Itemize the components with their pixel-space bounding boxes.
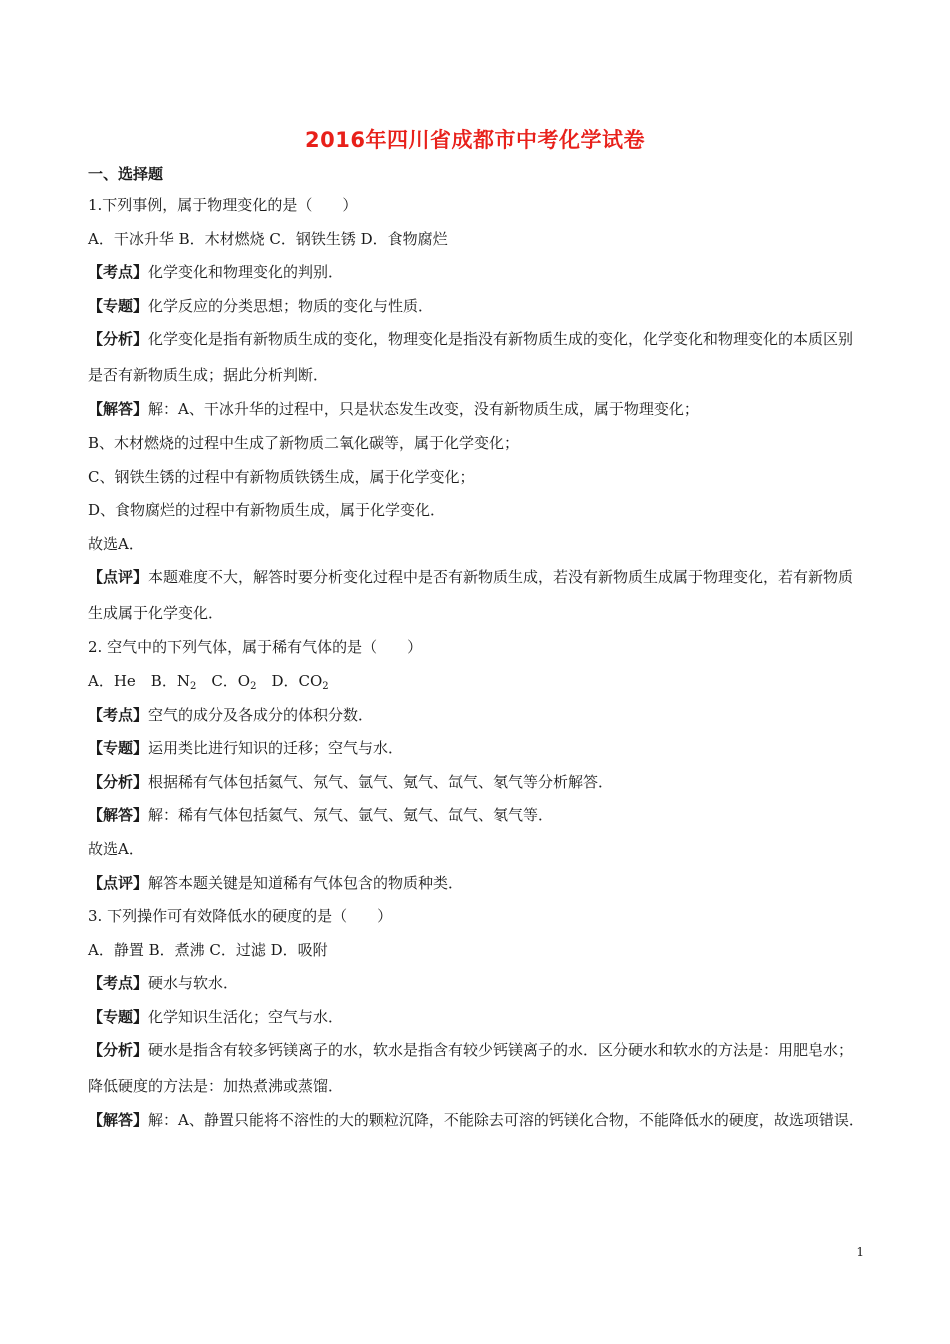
jieda-text: 解：A、静置只能将不溶性的大的颗粒沉降，不能除去可溶的钙镁化合物，不能降低水的硬度，故选项错误． — [148, 1111, 864, 1130]
kaodian-text: 空气的成分及各成分的体积分数． — [148, 705, 374, 724]
q1-fenxi — [88, 321, 864, 393]
kaodian-tag: 【考点】 — [88, 974, 149, 993]
q1-jieda — [88, 398, 864, 420]
fenxi-tag: 【分析】 — [88, 1041, 149, 1060]
q2-opt-b-sub: 2 — [189, 680, 197, 692]
q1-kaodian — [88, 261, 864, 283]
q3-zhuanti — [88, 1006, 864, 1028]
zhuanti-text: 化学知识生活化；空气与水． — [148, 1007, 344, 1026]
q3-fenxi — [88, 1032, 864, 1104]
q2-jieda — [88, 804, 864, 826]
fenxi-text: 根据稀有气体包括氦气、氖气、氩气、氪气、氙气、氡气等分析解答． — [148, 772, 614, 791]
fenxi-text: 化学变化是指有新物质生成的变化，物理变化是指没有新物质生成的变化，化学变化和物理变化的本质区别是否有新物质生成；据此分析判断． — [88, 330, 854, 385]
zhuanti-tag: 【专题】 — [88, 296, 149, 315]
q2-fenxi — [88, 771, 864, 793]
q1-stem: 1.下列事例，属于物理变化的是（ ） — [88, 196, 358, 214]
q1-jieda-b: B、木材燃烧的过程中生成了新物质二氧化碳等，属于化学变化； — [88, 433, 520, 452]
q2-stem: 2. 空气中的下列气体，属于稀有气体的是（ ） — [88, 638, 423, 657]
q3-jieda — [88, 1102, 864, 1138]
q3-options: A．静置 B．煮沸 C．过滤 D．吸附 — [88, 940, 328, 959]
zhuanti-text: 化学反应的分类思想；物质的变化与性质． — [148, 296, 434, 315]
q3-stem: 3. 下列操作可有效降低水的硬度的是（ ） — [88, 907, 393, 926]
q2-opt-a: A．He B．N — [88, 671, 190, 690]
q2-dianping — [88, 872, 864, 894]
q2-opt-c: C．O — [196, 671, 251, 690]
q1-jieda-d: D、食物腐烂的过程中有新物质生成，属于化学变化． — [88, 501, 446, 520]
fenxi-tag: 【分析】 — [88, 330, 149, 349]
dianping-text: 本题难度不大，解答时要分析变化过程中是否有新物质生成，若没有新物质生成属于物理变化，若有新物质生成属于化学变化． — [88, 568, 854, 623]
kaodian-text: 硬水与软水． — [148, 974, 239, 993]
q2-opt-c-sub: 2 — [250, 680, 257, 692]
q2-opt-d-sub: 2 — [322, 680, 329, 692]
q1-jieda-c: C、钢铁生锈的过程中有新物质铁锈生成，属于化学变化； — [88, 467, 475, 486]
jieda-tag: 【解答】 — [88, 1111, 149, 1130]
dianping-tag: 【点评】 — [88, 568, 149, 587]
q2-answer: 故选A． — [88, 839, 144, 858]
kaodian-text: 化学变化和物理变化的判别． — [148, 263, 344, 282]
q1-answer: 故选A． — [88, 534, 144, 553]
q2-options — [88, 670, 864, 692]
kaodian-tag: 【考点】 — [88, 263, 149, 282]
dianping-text: 解答本题关键是知道稀有气体包含的物质种类． — [148, 873, 464, 892]
zhuanti-tag: 【专题】 — [88, 739, 149, 758]
jieda-tag: 【解答】 — [88, 806, 149, 825]
q3-kaodian — [88, 972, 864, 994]
fenxi-tag: 【分析】 — [88, 772, 149, 791]
document-title: 2016年四川省成都市中考化学试卷 — [305, 128, 645, 152]
q2-opt-d: D．CO — [256, 671, 323, 690]
zhuanti-text: 运用类比进行知识的迁移；空气与水． — [148, 739, 404, 758]
kaodian-tag: 【考点】 — [88, 705, 149, 724]
jieda-text: 解：A、干冰升华的过程中，只是状态发生改变，没有新物质生成，属于物理变化； — [148, 400, 699, 419]
zhuanti-tag: 【专题】 — [88, 1007, 149, 1026]
page-number: 1 — [856, 1245, 864, 1259]
jieda-text: 解：稀有气体包括氦气、氖气、氩气、氪气、氙气、氡气等． — [148, 806, 554, 825]
q2-zhuanti — [88, 737, 864, 759]
q1-dianping — [88, 559, 864, 631]
jieda-tag: 【解答】 — [88, 400, 149, 419]
q1-zhuanti — [88, 295, 864, 317]
q1-options: A．干冰升华 B．木材燃烧 C．钢铁生锈 D．食物腐烂 — [88, 229, 448, 248]
dianping-tag: 【点评】 — [88, 873, 149, 892]
q2-kaodian — [88, 704, 864, 726]
section-heading: 一、选择题 — [88, 165, 164, 183]
fenxi-text: 硬水是指含有较多钙镁离子的水，软水是指含有较少钙镁离子的水．区分硬水和软水的方法是：用肥皂水；降低硬度的方法是：加热煮沸或蒸馏． — [88, 1041, 854, 1096]
document-body — [88, 194, 864, 1143]
